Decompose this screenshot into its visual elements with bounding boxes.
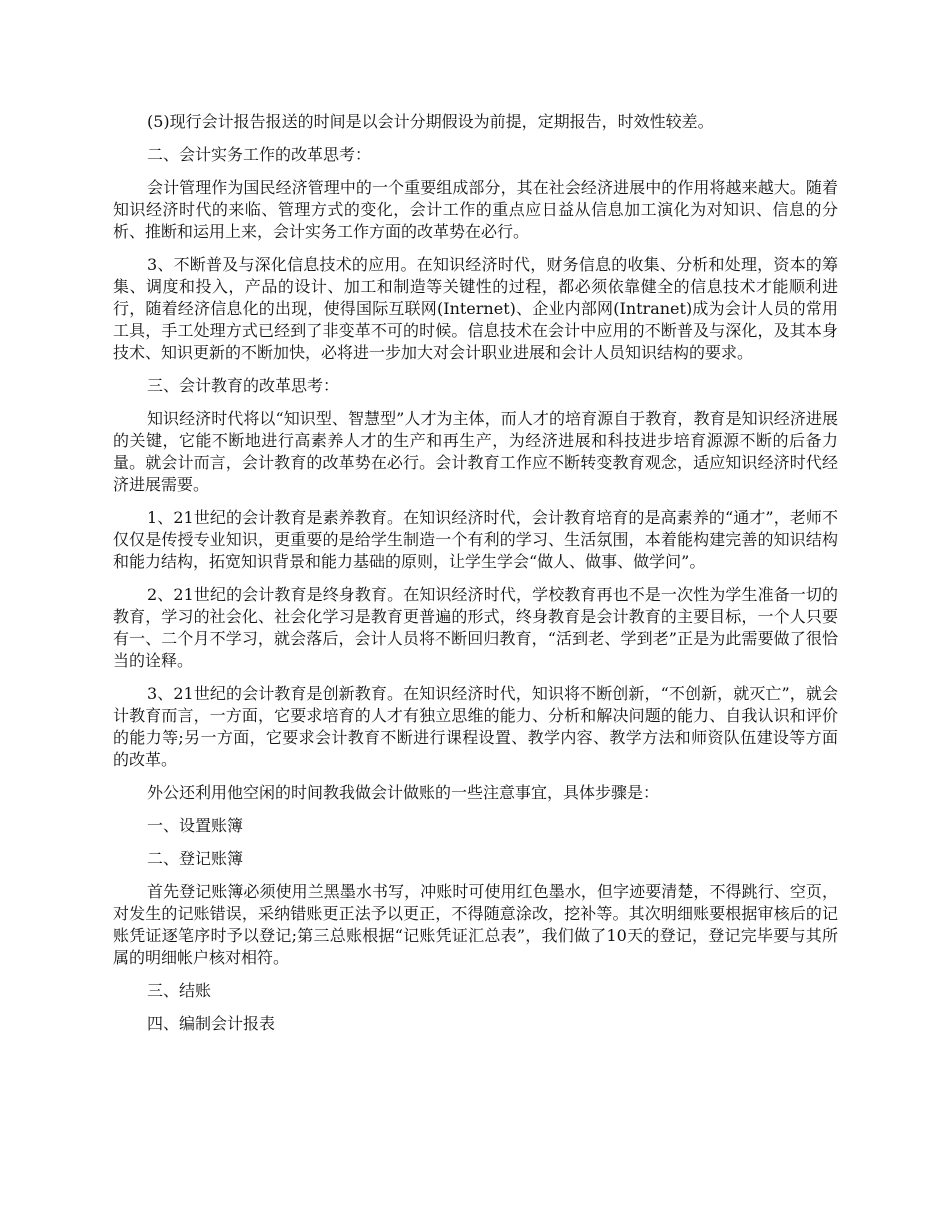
- step-setup-ledger: 一、设置账簿: [147, 816, 244, 835]
- step-register-ledger: 二、登记账簿: [147, 849, 244, 868]
- paragraph-accounting-management: 会计管理作为国民经济管理中的一个重要组成部分，其在社会经济进展中的作用将越来越大。随着知识经济时代的来临、管理方式的变化，会计工作的重点应日益从信息加工演化为对知识、信息的分析、推断和运用上来，会计实务工作方面的改革势在必行。: [113, 178, 838, 241]
- paragraph-ledger-rules: 首先登记账簿必须使用兰黑墨水书写，冲账时可使用红色墨水，但字迹要清楚，不得跳行、空页，对发生的记账错误，采纳错账更正法予以更正，不得随意涂改，挖补等。其次明细账要根据审核后的记账凭证逐笔序时予以登记;第三总账根据“记账凭证汇总表”，我们做了10天的登记，登记完毕要与其所属的明细帐户核对相符。: [113, 882, 838, 967]
- paragraph-lifelong-education: 2、21世纪的会计教育是终身教育。在知识经济时代，学校教育再也不是一次性为学生准备一切的教育，学习的社会化、社会化学习是教育更普遍的形式，终身教育是会计教育的主要目标，一个人只要有一、二个月不学习，就会落后，会计人员将不断回归教育，“活到老、学到老”正是为此需要做了很恰当的诠释。: [113, 585, 838, 670]
- paragraph-report-timing: (5)现行会计报告报送的时间是以会计分期假设为前提，定期报告，时效性较差。: [147, 112, 714, 131]
- paragraph-quality-education: 1、21世纪的会计教育是素养教育。在知识经济时代，会计教育培育的是高素养的“通才”，老师不仅仅是传授专业知识，更重要的是给学生制造一个有利的学习、生活氛围，本着能构建完善的知识结构和能力结构，拓宽知识背景和能力基础的原则，让学生学会“做人、做事、做学问”。: [113, 508, 838, 571]
- paragraph-knowledge-economy-talent: 知识经济时代将以“知识型、智慧型”人才为主体，而人才的培育源自于教育，教育是知识经济进展的关键，它能不断地进行高素养人才的生产和再生产，为经济进展和科技进步培育源源不断的后备力量。就会计而言，会计教育的改革势在必行。会计教育工作应不断转变教育观念，适应知识经济时代经济进展需要。: [113, 409, 838, 494]
- paragraph-information-technology: 3、不断普及与深化信息技术的应用。在知识经济时代，财务信息的收集、分析和处理，资本的筹集、调度和投入，产品的设计、加工和制造等关键性的过程，都必须依靠健全的信息技术才能顺利进行，随着经济信息化的出现，使得国际互联网(Internet)、企业内部网(Intranet)成为会计人员的常用工具，手工处理方式已经到了非变革不可的时候。信息技术在会计中应用的不断普及与深化，及其本身技术、知识更新的不断加快，必将进一步加大对会计职业进展和会计人员知识结构的要求。: [113, 255, 838, 362]
- heading-accounting-education-reform: 三、会计教育的改革思考：: [147, 376, 340, 395]
- paragraph-innovation-education: 3、21世纪的会计教育是创新教育。在知识经济时代，知识将不断创新，“不创新，就灭亡”，就会计教育而言，一方面，它要求培育的人才有独立思维的能力、分析和解决问题的能力、自我认识和评价的能力等;另一方面，它要求会计教育不断进行课程设置、教学内容、教学方法和师资队伍建设等方面的改革。: [113, 684, 838, 769]
- paragraph-grandfather-teaching: 外公还利用他空闲的时间教我做会计做账的一些注意事宜，具体步骤是：: [147, 783, 660, 802]
- step-prepare-statements: 四、编制会计报表: [147, 1014, 276, 1033]
- heading-accounting-practice-reform: 二、会计实务工作的改革思考：: [147, 145, 372, 164]
- document-body: [113, 111, 838, 1035]
- step-closing-accounts: 三、结账: [147, 981, 212, 1000]
